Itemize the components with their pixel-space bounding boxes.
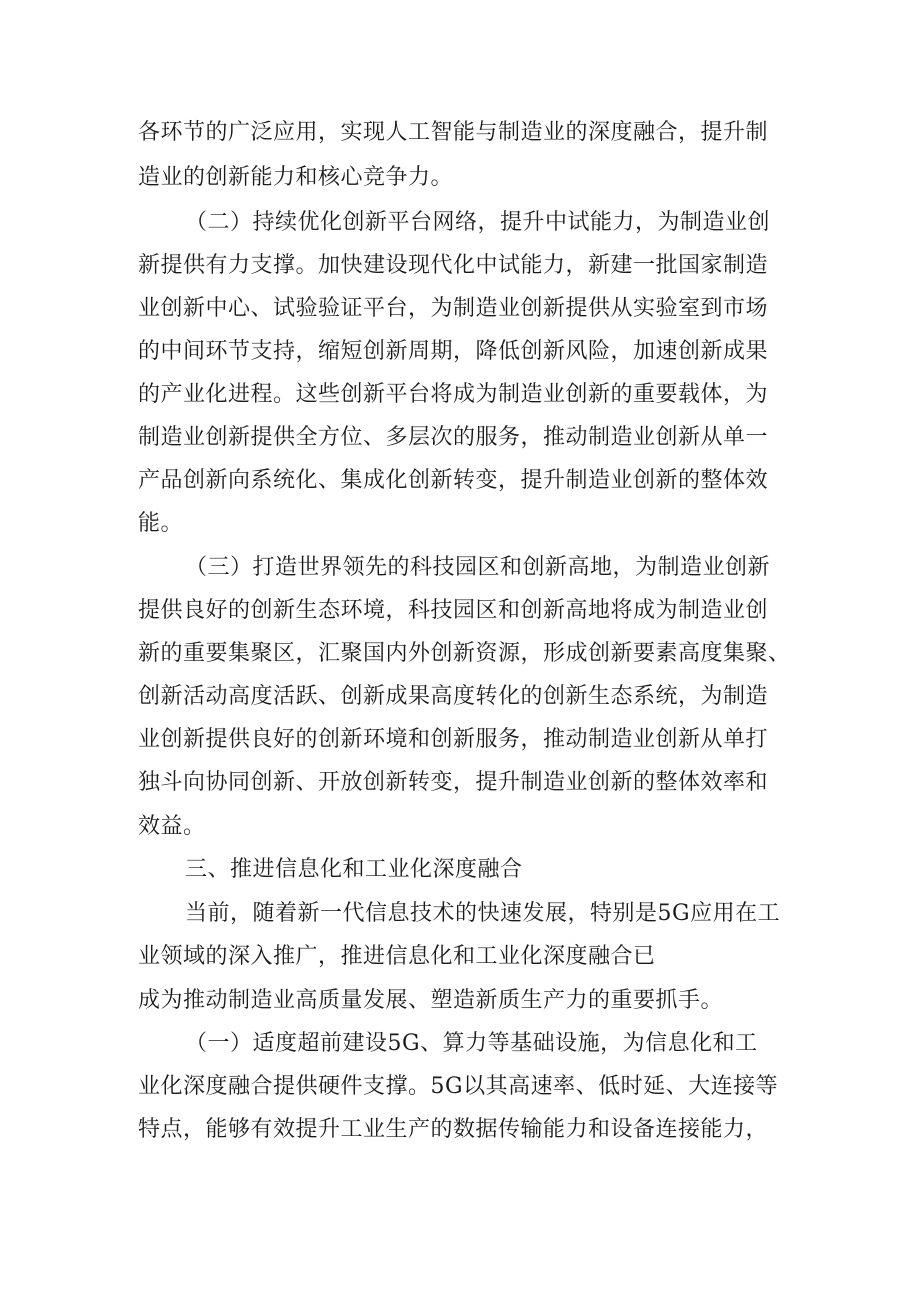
text-line: 制造业创新提供全方位、多层次的服务，推动制造业创新从单一: [138, 425, 769, 450]
text-line: 能。: [138, 511, 184, 536]
section-heading: 三、推进信息化和工业化深度融合: [185, 857, 523, 882]
text-line: 各环节的广泛应用，实现人工智能与制造业的深度融合，提升制: [138, 120, 769, 145]
text-line: 业创新提供良好的创新环境和创新服务，推动制造业创新从单打: [138, 727, 769, 752]
text-line: 当前，随着新一代信息技术的快速发展，特别是5G应用在工: [185, 901, 781, 926]
text-line: 的中间环节支持，缩短创新周期，降低创新风险，加速创新成果: [138, 339, 769, 364]
text-line: （一）适度超前建设5G、算力等基础设施，为信息化和工: [185, 1031, 758, 1056]
text-line: 新的重要集聚区，汇聚国内外创新资源，形成创新要素高度集聚、: [138, 641, 791, 666]
text-line: 产品创新向系统化、集成化创新转变，提升制造业创新的整体效: [138, 468, 769, 493]
text-line: 业领域的深入推广，推进信息化和工业化深度融合已: [138, 944, 656, 969]
text-line: 提供良好的创新生态环境，科技园区和创新高地将成为制造业创: [138, 598, 769, 623]
text-line: 新提供有力支撑。加快建设现代化中试能力，新建一批国家制造: [138, 253, 769, 278]
text-line: 造业的创新能力和核心竞争力。: [138, 165, 454, 190]
text-line: （三）打造世界领先的科技园区和创新高地，为制造业创新: [185, 555, 771, 580]
text-line: 特点，能够有效提升工业生产的数据传输能力和设备连接能力，: [138, 1117, 769, 1142]
text-line: 业化深度融合提供硬件支撑。5G以其高速率、低时延、大连接等: [138, 1074, 779, 1099]
text-line: 业创新中心、试验验证平台，为制造业创新提供从实验室到市场: [138, 296, 769, 321]
text-line: （二）持续优化创新平台网络，提升中试能力，为制造业创: [185, 210, 771, 235]
text-line: 成为推动制造业高质量发展、塑造新质生产力的重要抓手。: [138, 988, 724, 1013]
text-line: 独斗向协同创新、开放创新转变，提升制造业创新的整体效率和: [138, 770, 769, 795]
text-line: 创新活动高度活跃、创新成果高度转化的创新生态系统，为制造: [138, 684, 769, 709]
text-line: 的产业化进程。这些创新平台将成为制造业创新的重要载体，为: [138, 382, 769, 407]
text-line: 效益。: [138, 814, 206, 839]
